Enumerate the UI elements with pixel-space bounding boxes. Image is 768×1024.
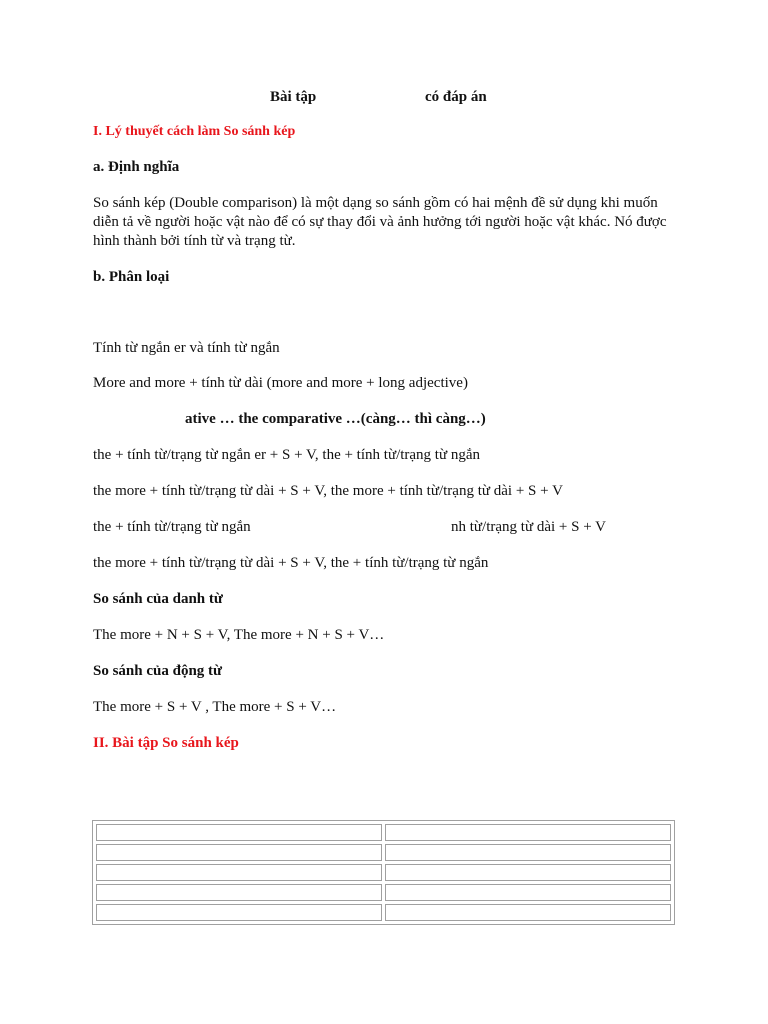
title-right: có đáp án: [425, 89, 487, 105]
table-row: [96, 904, 671, 921]
definition-paragraph: So sánh kép (Double comparison) là một dạng so sánh gồm có hai mệnh đề sử dụng khi muốn diễn tả về người hoặc vật nào để có sự thay đổi và ảnh hưởng tới người hoặc vật khác. Nó được hình thành bởi tính từ và trạng từ.: [93, 195, 667, 249]
short-adjective-line: Tính từ ngắn er và tính từ ngắn: [93, 340, 280, 356]
formula-4: the more + tính từ/trạng từ dài + S + V, the + tính từ/trạng từ ngắn: [93, 555, 489, 571]
table-row: [96, 884, 671, 901]
table-cell: [96, 864, 382, 881]
verb-comparison-heading: So sánh của động từ: [93, 663, 223, 679]
exercise-table: [92, 820, 675, 925]
table-cell: [385, 844, 671, 861]
table-cell: [385, 904, 671, 921]
table-cell: [385, 824, 671, 841]
table-cell: [96, 884, 382, 901]
table-cell: [96, 844, 382, 861]
table-row: [96, 844, 671, 861]
formula-3-left: the + tính từ/trạng từ ngắn: [93, 519, 251, 535]
section2-heading: II. Bài tập So sánh kép: [93, 735, 239, 751]
classification-heading: b. Phân loại: [93, 269, 170, 285]
definition-heading: a. Định nghĩa: [93, 159, 180, 175]
verb-comparison-formula: The more + S + V , The more + S + V…: [93, 699, 337, 715]
comparative-subheading: ative … the comparative …(càng… thì càng…): [185, 411, 486, 427]
formula-1: the + tính từ/trạng từ ngắn er + S + V, the + tính từ/trạng từ ngắn: [93, 447, 481, 463]
formula-2: the more + tính từ/trạng từ dài + S + V, the more + tính từ/trạng từ dài + S + V: [93, 483, 563, 499]
table-cell: [385, 884, 671, 901]
table-row: [96, 864, 671, 881]
noun-comparison-formula: The more + N + S + V, The more + N + S + V…: [93, 627, 385, 643]
table-cell: [96, 824, 382, 841]
table-cell: [96, 904, 382, 921]
noun-comparison-heading: So sánh của danh từ: [93, 591, 223, 607]
title-left: Bài tập: [270, 89, 317, 105]
section1-heading: I. Lý thuyết cách làm So sánh kép: [93, 124, 296, 139]
table-row: [96, 824, 671, 841]
table-cell: [385, 864, 671, 881]
formula-3-right: nh từ/trạng từ dài + S + V: [451, 519, 606, 535]
long-adjective-line: More and more + tính từ dài (more and more + long adjective): [93, 375, 468, 391]
